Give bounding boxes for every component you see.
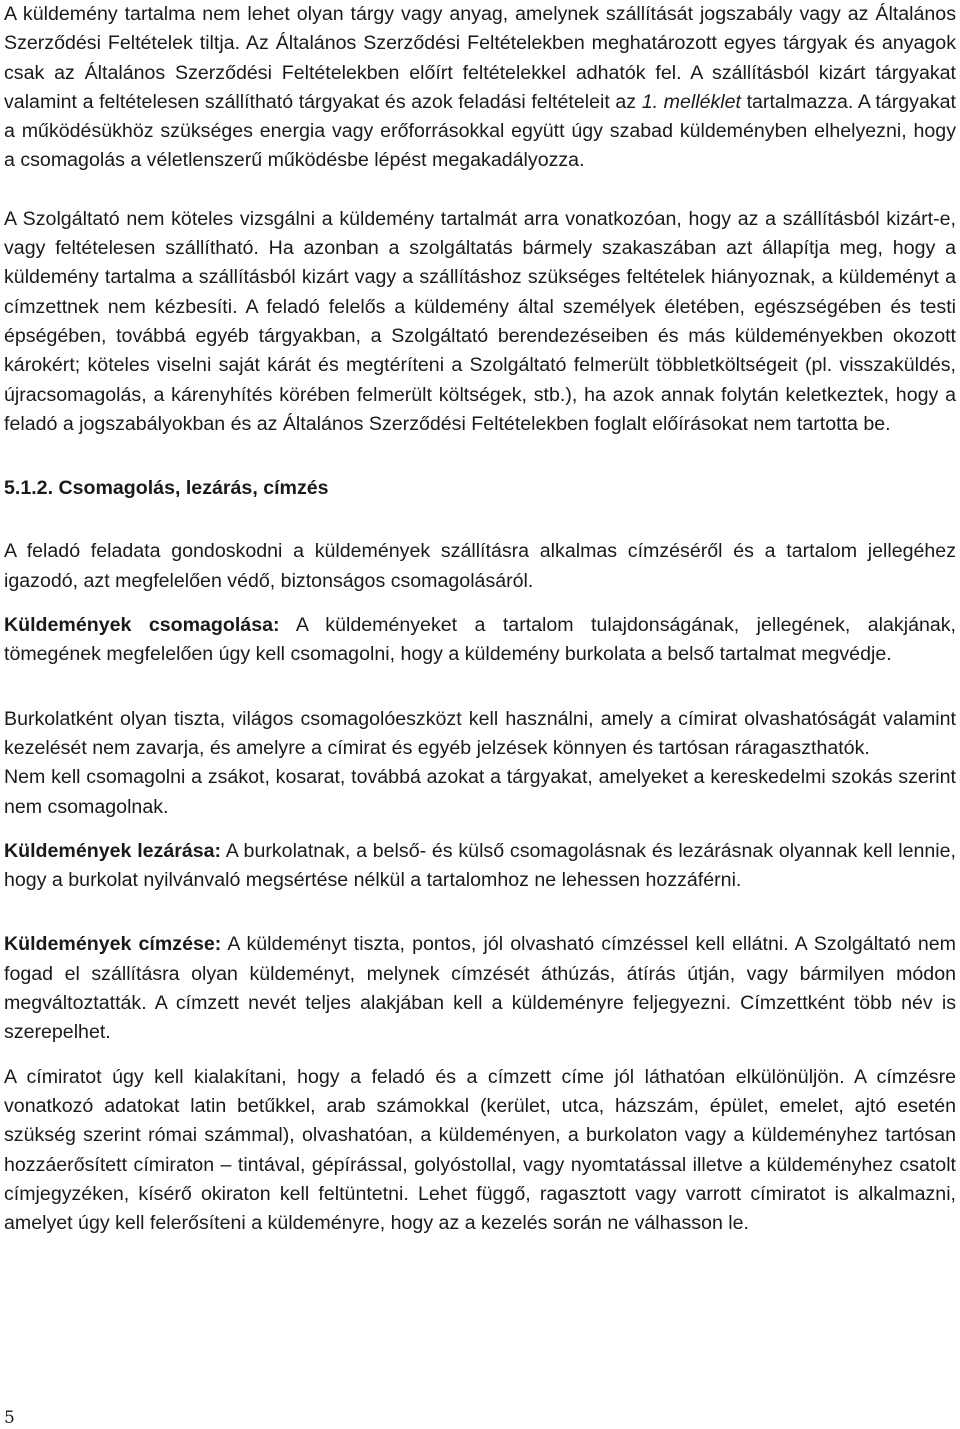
- paragraph-excluded-items-part-1: A küldemény tartalma nem lehet olyan tárgy vagy anyag, amelynek szállítását jogszabály vagy az Általános Szerződési Feltételek tiltja. Az Általános Szerződési Feltételekben meghatározott egyes tárgyak és anyagok csak az Általános Szerződési Feltételekben előírt feltételekkel adhatók fel. A szállításból kizárt tárgyakat valamint a feltételesen szállítható tárgyakat és azok feladási feltételeit az: [4, 3, 956, 113]
- paragraph-sender-duty: A feladó feladata gondoskodni a küldemények szállításra alkalmas címzéséről és a tartalom jellegéhez igazodó, azt megfelelően védő, biztonságos csomagolásáról.: [4, 540, 956, 592]
- packaging-text: A küldeményeket a tartalom tulajdonságának, jellegének, alakjának, tömegének megfelelően úgy kell csomagolni, hogy a küldemény burkolata a belső tartalmat megvédje.: [4, 614, 956, 666]
- paragraph-provider-liability: A Szolgáltató nem köteles vizsgálni a küldemény tartalmát arra vonatkozóan, hogy az a szállításból kizárt-e, vagy feltételesen szállítható. Ha azonban a szolgáltatás bármely szakaszában azt állapítja meg, hogy a küldemény tartalma a szállításból kizárt vagy a szállításhoz szükséges feltételek hiányoznak, a küldeményt a címzettnek nem kézbesíti. A feladó felelős a küldemény által személyek életében, egészségében és testi épségében, továbbá egyéb tárgyakban, a Szolgáltató berendezéseiben és más küldeményekben okozott károkért; köteles viselni saját kárát és megtéríteni a Szolgáltató felmerült többletköltségeit (pl. visszaküldés, újracsomagolás, a kárenyhítés körében felmerült költségek, stb.), ha azok annak folytán keletkeztek, hogy a feladó a jogszabályokban és az Általános Szerződési Feltételekben foglalt előírásokat nem tartotta be.: [4, 207, 956, 435]
- paragraph-address-label: A címiratot úgy kell kialakítani, hogy a feladó és a címzett címe jól láthatóan elkülönüljön. A címzésre vonatkozó adatokat latin betűkkel, arab számokkal (kerület, utca, házszám, épület, emelet, ajtó esetén szükség szerint római számmal), olvashatóan, a küldeményen, a burkolaton vagy a küldeményhez tartósan hozzáerősített címiraton – tintával, gépírással, golyóstollal, vagy nyomtatással illetve a küldeményhez csatolt címjegyzéken, kísérő okiraton kell feltüntetni. Lehet függő, ragasztott vagy varrott címiratot is alkalmazni, amelyet úgy kell felerősíteni a küldeményre, hogy az a kezelés során ne válhasson le.: [4, 1065, 956, 1235]
- section-heading: 5.1.2. Csomagolás, lezárás, címzés: [4, 477, 329, 500]
- addressing-text: A küldeményt tiszta, pontos, jól olvasható címzéssel kell ellátni. A Szolgáltató nem fogad el szállításra olyan küldeményt, melynek címzését áthúzás, átírás útján, vagy bármilyen módon megváltoztatták. A címzett nevét teljes alakjában kell a küldeményre feljegyezni. Címzettként több név is szerepelhet.: [4, 933, 956, 1044]
- page-number: 5: [4, 1408, 15, 1428]
- paragraph-no-packaging-needed: Nem kell csomagolni a zsákot, kosarat, továbbá azokat a tárgyakat, amelyeket a kereskedelmi szokás szerint nem csomagolnak.: [4, 766, 956, 818]
- annex-reference: 1. melléklet: [641, 90, 741, 113]
- paragraph-excluded-items: [4, 0, 956, 176]
- paragraph-sealing: [4, 837, 956, 896]
- sealing-text: A burkolatnak, a belső- és külső csomagolásnak és lezárásnak olyannak kell lennie, hogy a burkolat nyilvánvaló megsértése nélkül a tartalomhoz ne lehessen hozzáférni.: [4, 839, 956, 892]
- packaging-lead: Küldemények csomagolása:: [4, 614, 280, 637]
- paragraph-excluded-items-part-2: tartalmazza. A tárgyakat a működésükhöz szükséges energia vagy erőforrásokkal együtt úgy szabad küldeményben elhelyezni, hogy a csomagolás a véletlenszerű működésbe lépést megakadályozza.: [4, 90, 957, 172]
- addressing-lead: Küldemények címzése:: [4, 933, 222, 956]
- document-page: [4, 0, 956, 1238]
- paragraph-wrapping-material: Burkolatként olyan tiszta, világos csomagolóeszközt kell használni, amely a címirat olvashatóságát valamint kezelését nem zavarja, és amelyre a címirat és egyéb jelzések könnyen és tartósan ráragaszthatók.: [4, 707, 956, 759]
- sealing-lead: Küldemények lezárása:: [4, 839, 222, 862]
- paragraph-addressing: [4, 930, 956, 1047]
- paragraph-packaging: [4, 611, 956, 670]
